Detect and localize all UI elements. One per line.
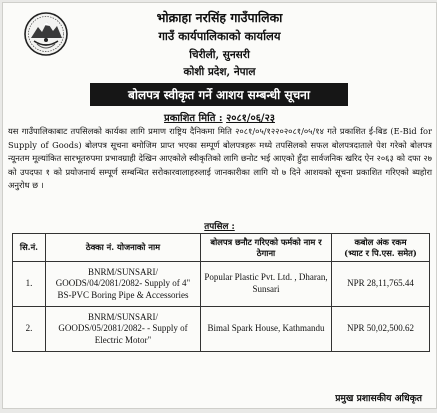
header-work: ठेक्का नं. योजनाको नाम	[46, 234, 201, 262]
row-work: BNRM/SUNSARI/ GOODS/04/2081/2082- Supply of 4" BS-PVC Boring Pipe & Accessories	[46, 262, 201, 307]
row-amount: NPR 50,02,500.62	[332, 307, 430, 352]
header-serial: सि.नं.	[13, 234, 46, 262]
row-firm: Popular Plastic Pvt. Ltd. , Dharan, Sunsari	[201, 262, 332, 307]
table-row	[13, 307, 430, 352]
row-serial: 1.	[13, 262, 46, 307]
row-work: BNRM/SUNSARI/ GOODS/05/2081/2082- - Supply of Electric Motor"	[46, 307, 201, 352]
signatory-title: प्रमुख प्रशासकीय अधिकृत	[335, 393, 422, 404]
province-name: कोशी प्रदेश, नेपाल	[183, 66, 256, 78]
notice-page	[2, 2, 437, 409]
table-row	[13, 262, 430, 307]
header-firm: बोलपत्र छनौट गरिएको फर्मको नाम र ठेगाना	[201, 234, 332, 262]
notice-body: यस गाउँपालिकाबाट तपसिलको कार्यका लागि प्रमाण राष्ट्रिय दैनिकमा मिति २०८१/०५/१२२०२०८१/०५/१४ गते प्रकाशित ई-बिड (E-Bid for Supply of Goods) बोलपत्र सूचना बमोजिम प्राप्त भएका सम्पूर्ण बोलपत्रहरू मध्ये तपसिलको सफल बोलपत्रदाताले पेश गरेको बोलपत्र न्यूनतम मूल्यांकित सारभूतरुपमा प्रभावग्राही देखिन आएकोले स्वीकृतिको लागि छनोट भई आएको हुँदा सार्वजनिक खरिद ऐन २०६३ को दफा २७ को उपदफा १ को प्रयोजनार्थ सम्पूर्ण सम्बन्धित सरोकारवालाहरुलाई जानकारीका लागि यो ७ दिने आशयको सूचना प्रकाशित गरिएको ब्यहोरा अनुरोध छ ।	[8, 126, 432, 191]
publication-date-label: प्रकाशित मिति :	[164, 113, 223, 124]
row-amount: NPR 28,11,765.44	[332, 262, 430, 307]
municipality-name: भोक्राहा नरसिंह गाउँपालिका	[156, 10, 283, 25]
row-firm: Bimal Spark House, Kathmandu	[201, 307, 332, 352]
header-amount-line1: कबोल अंक रकम	[354, 236, 407, 247]
publication-date-value: २०८१/०६/२३	[226, 113, 275, 124]
header-amount-line2: (भ्याट र पि.एस. समेत)	[344, 247, 417, 258]
notice-title: बोलपत्र स्वीकृत गर्ने आशय सम्बन्धी सूचना	[90, 83, 348, 106]
table-header-row	[13, 234, 430, 262]
details-label: तपसिल :	[204, 222, 235, 232]
office-location: चिरीली, सुनसरी	[189, 49, 250, 61]
tender-table	[12, 233, 430, 352]
office-name: गाउँ कार्यपालिकाको कार्यालय	[158, 29, 281, 43]
publication-date	[3, 110, 436, 124]
row-serial: 2.	[13, 307, 46, 352]
header-amount	[332, 234, 430, 262]
